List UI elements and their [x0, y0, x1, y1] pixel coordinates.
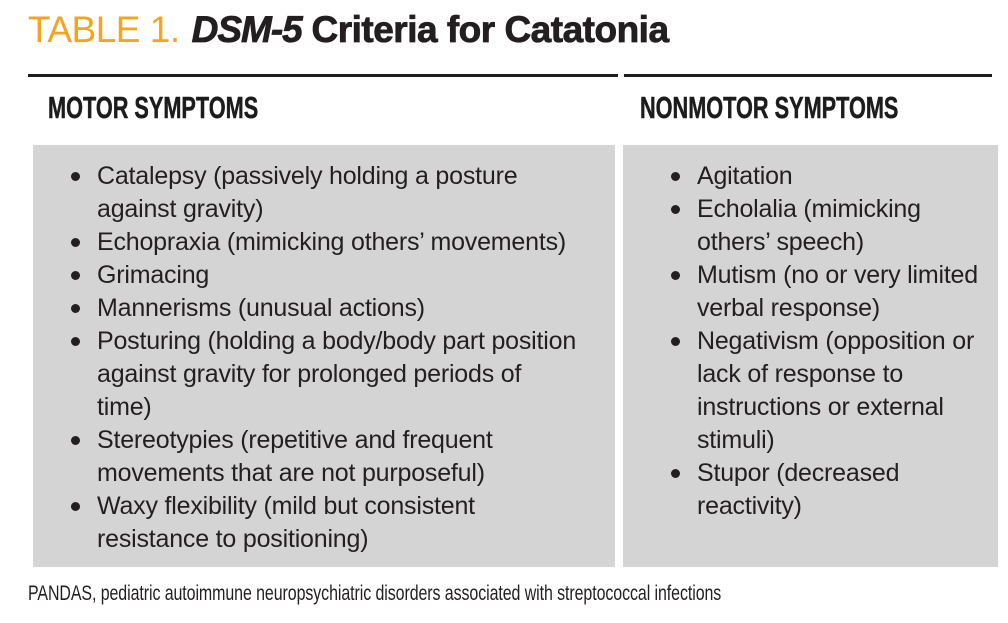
- symptom-item: [71, 259, 609, 292]
- symptom-text: Posturing (holding a body/body part position against gravity for prolonged periods of time): [97, 327, 577, 421]
- table-number-label: TABLE 1.: [28, 9, 180, 50]
- bullet-icon: [71, 271, 80, 280]
- symptom-text: Grimacing: [97, 261, 210, 289]
- table-title: [28, 8, 669, 52]
- footnote: PANDAS, pediatric autoimmune neuropsychiatric disorders associated with streptococcal infections: [28, 582, 722, 605]
- bullet-icon: [71, 172, 80, 181]
- symptom-item: [671, 325, 992, 457]
- symptom-item: [671, 259, 992, 325]
- symptom-text: Negativism (opposition or lack of response to instructions or external stimuli): [697, 327, 975, 454]
- symptom-item: [671, 457, 992, 523]
- header-rule-left: [28, 74, 618, 77]
- symptom-item: [71, 325, 609, 424]
- symptom-text: Agitation: [697, 162, 793, 190]
- symptom-text: Echopraxia (mimicking others’ movements): [97, 228, 567, 256]
- nonmotor-symptoms-panel: [623, 145, 998, 567]
- bullet-icon: [71, 337, 80, 346]
- symptom-item: [71, 226, 609, 259]
- column-header-motor: MOTOR SYMPTOMS: [48, 90, 259, 125]
- symptom-text: Waxy flexibility (mild but consistent resistance to positioning): [97, 492, 475, 553]
- bullet-icon: [71, 436, 80, 445]
- bullet-icon: [671, 271, 680, 280]
- symptom-item: [71, 424, 609, 490]
- symptom-item: [71, 292, 609, 325]
- bullet-icon: [71, 238, 80, 247]
- nonmotor-symptoms-list: [623, 145, 998, 523]
- symptom-text: Echolalia (mimicking others’ speech): [697, 195, 921, 256]
- symptom-text: Mannerisms (unusual actions): [97, 294, 425, 322]
- motor-symptoms-list: [33, 145, 615, 556]
- bullet-icon: [671, 469, 680, 478]
- symptom-item: [671, 193, 992, 259]
- motor-symptoms-panel: [33, 145, 615, 567]
- bullet-icon: [671, 205, 680, 214]
- title-dsm5-emphasis: DSM-5: [191, 9, 302, 50]
- symptom-text: Catalepsy (passively holding a posture against gravity): [97, 162, 518, 223]
- symptom-text: Stupor (decreased reactivity): [697, 459, 900, 520]
- column-header-nonmotor: NONMOTOR SYMPTOMS: [640, 90, 899, 125]
- symptom-text: Mutism (no or very limited verbal response): [697, 261, 978, 322]
- title-text: Criteria for Catatonia: [301, 9, 669, 50]
- symptom-item: [71, 160, 609, 226]
- bullet-icon: [671, 337, 680, 346]
- bullet-icon: [671, 172, 680, 181]
- symptom-item: [671, 160, 992, 193]
- bullet-icon: [71, 304, 80, 313]
- symptom-item: [71, 490, 609, 556]
- bullet-icon: [71, 502, 80, 511]
- symptom-text: Stereotypies (repetitive and frequent movements that are not purposeful): [97, 426, 493, 487]
- header-rule-right: [624, 74, 992, 77]
